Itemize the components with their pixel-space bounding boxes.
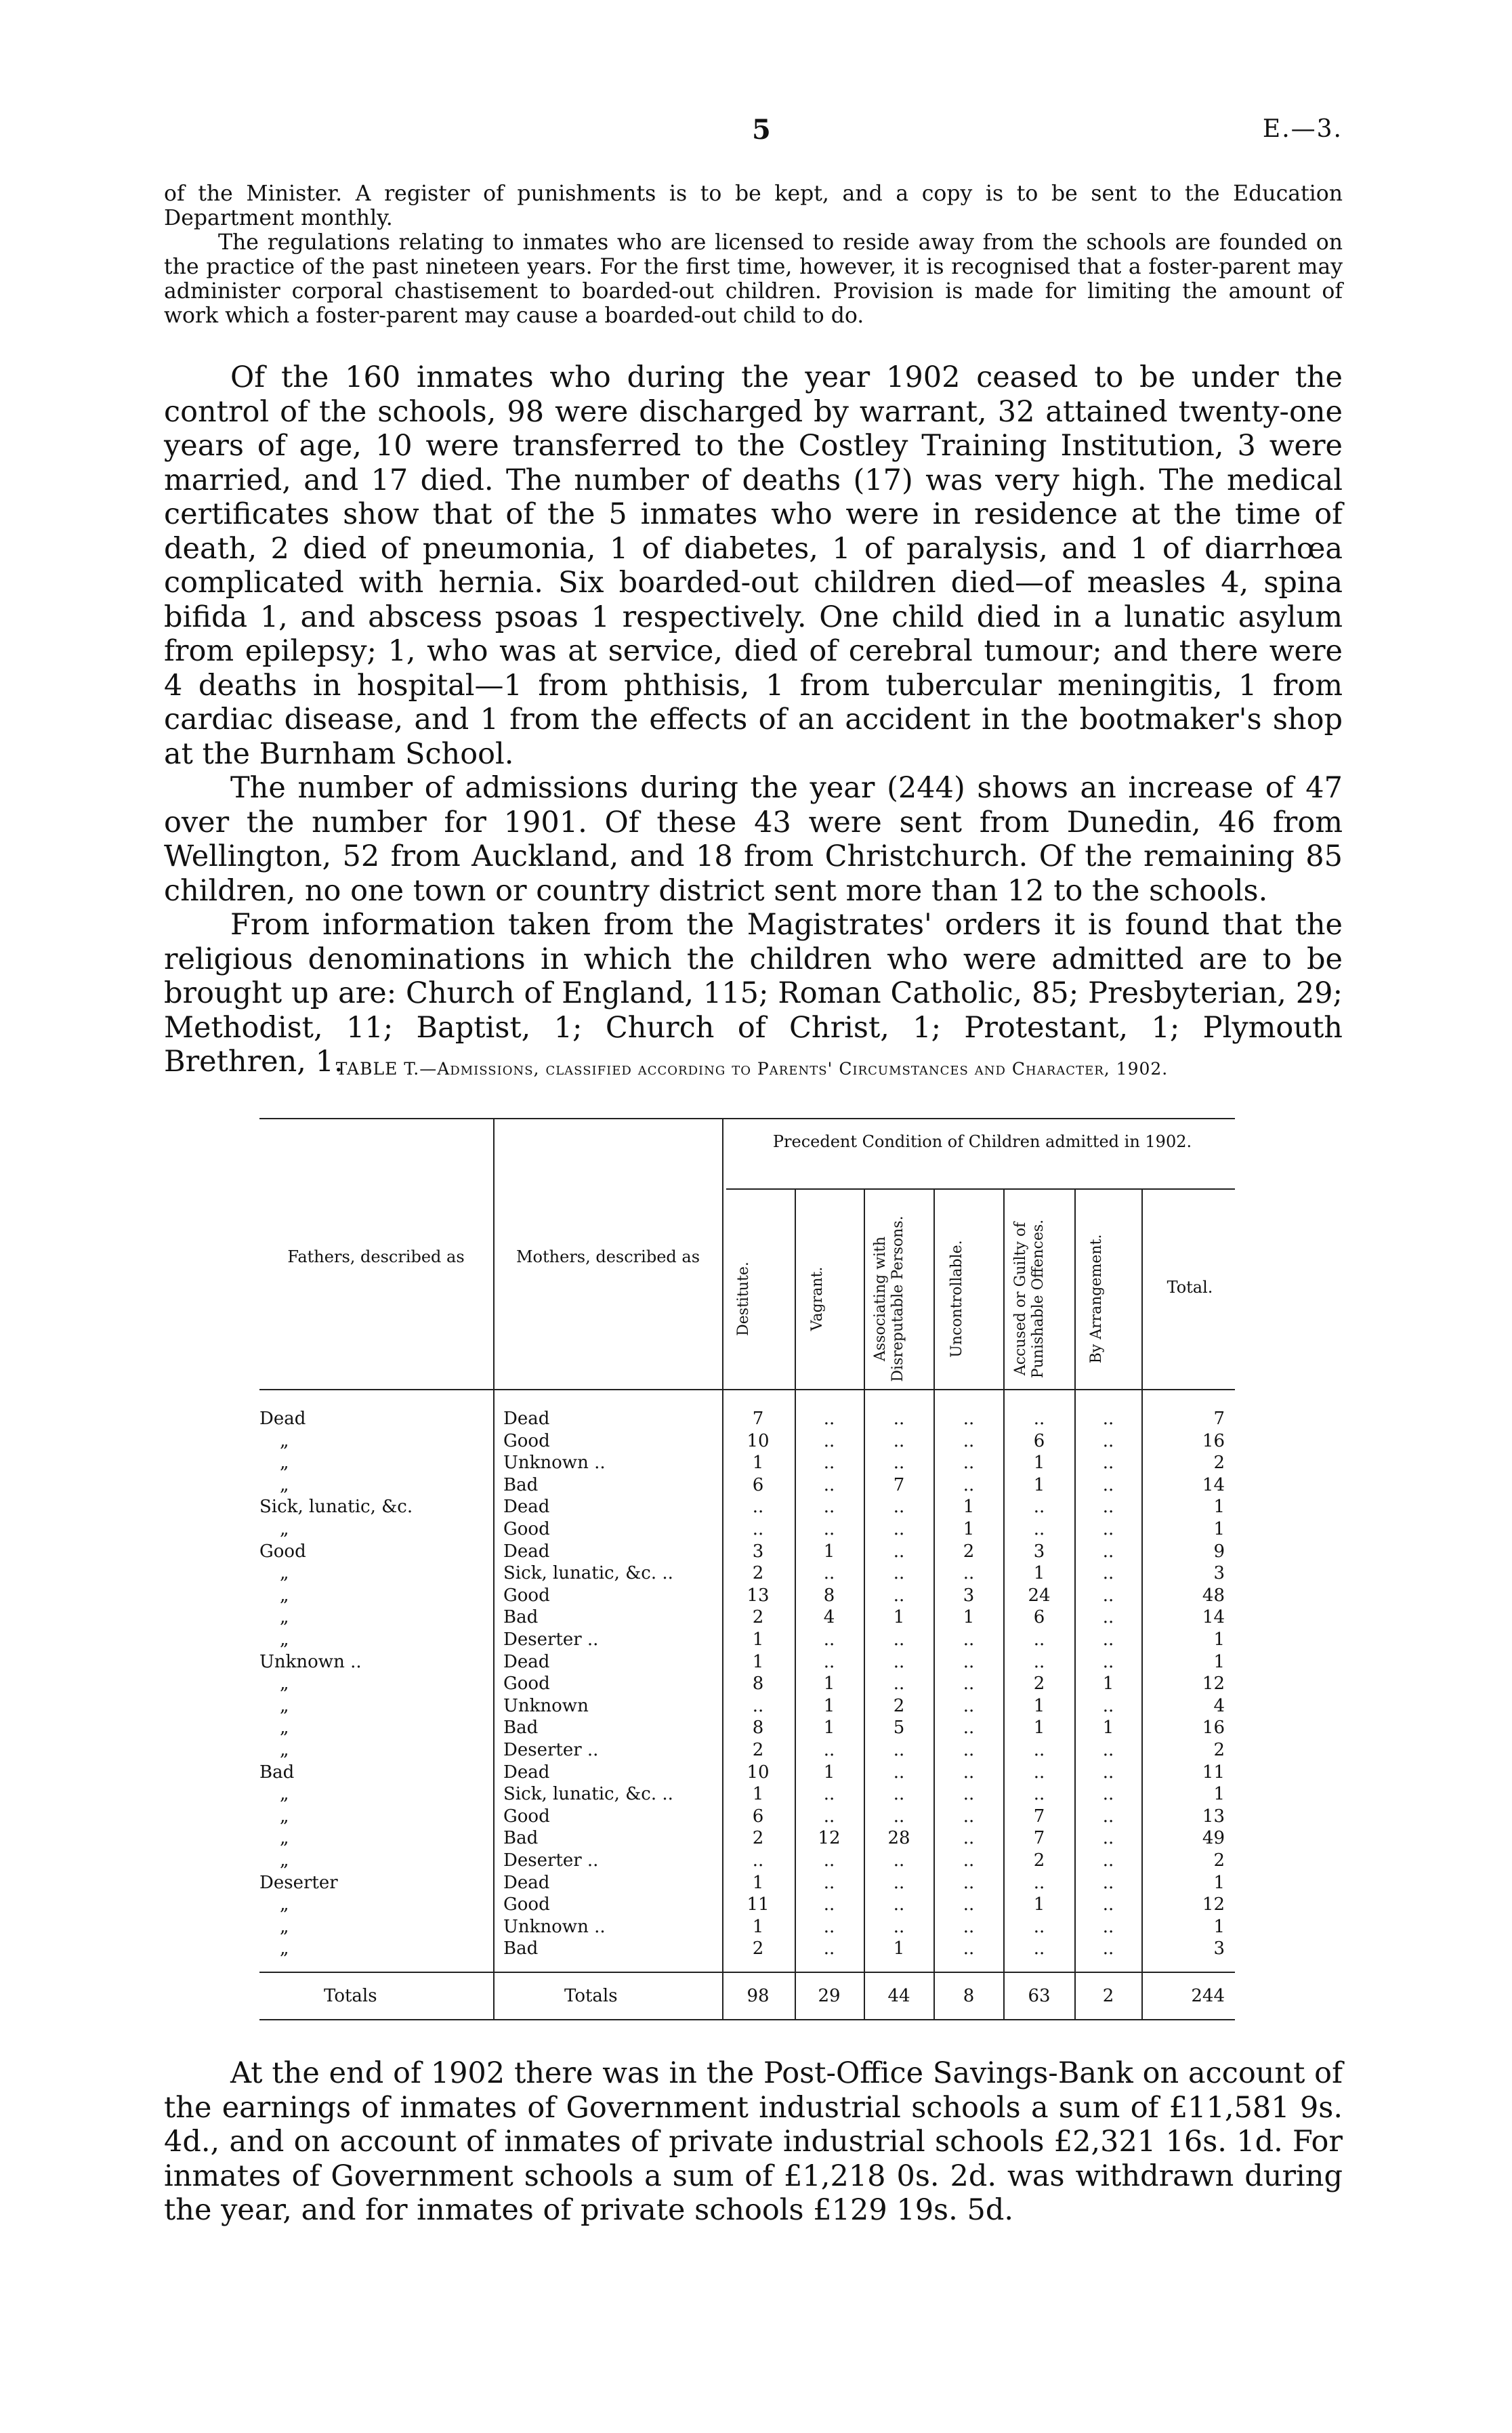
value-cell: 1: [1102, 1718, 1114, 1739]
value-cell: ..: [963, 1563, 975, 1584]
value-cell: 7: [893, 1474, 905, 1495]
value-cell: 1: [1213, 1651, 1225, 1672]
mother-cell: Good: [503, 1894, 550, 1915]
mother-cell: Deserter ..: [503, 1629, 599, 1650]
value-cell: ..: [823, 1563, 835, 1584]
value-cell: ..: [823, 1519, 835, 1539]
table-bottom-rule: [259, 2019, 1235, 2020]
father-cell: „: [280, 1718, 289, 1739]
table-row: [259, 1783, 1235, 1805]
value-cell: ..: [963, 1409, 975, 1429]
value-cell: 1: [823, 1673, 835, 1694]
regulations-text: [164, 182, 1343, 328]
value-cell: 1: [1033, 1563, 1045, 1584]
table-caption: [285, 1058, 1219, 1080]
value-cell: ..: [963, 1850, 975, 1871]
value-cell: ..: [893, 1762, 905, 1783]
value-cell: 2: [1213, 1740, 1225, 1760]
value-cell: ..: [823, 1938, 835, 1959]
value-cell: ..: [752, 1695, 764, 1716]
father-cell: „: [280, 1916, 289, 1937]
page-number: 5: [752, 114, 771, 146]
value-cell: ..: [893, 1651, 905, 1672]
table-row: [259, 1695, 1235, 1717]
value-cell: ..: [1033, 1916, 1045, 1937]
mother-cell: Dead: [503, 1497, 550, 1518]
value-cell: 13: [1202, 1806, 1225, 1827]
header-fathers: Fathers, described as: [287, 1247, 465, 1266]
value-cell: 2: [963, 1541, 975, 1562]
value-cell: ..: [893, 1409, 905, 1429]
value-cell: ..: [1033, 1629, 1045, 1650]
mother-cell: Dead: [503, 1762, 550, 1783]
value-cell: ..: [1102, 1872, 1114, 1893]
value-cell: 1: [752, 1629, 764, 1650]
mother-cell: Sick, lunatic, &c. ..: [503, 1784, 673, 1805]
value-cell: 63: [1028, 1986, 1051, 2006]
header-precedent-condition: Precedent Condition of Children admitted in 1902.: [772, 1132, 1192, 1151]
value-cell: 2: [752, 1607, 764, 1628]
value-cell: ..: [893, 1894, 905, 1915]
value-cell: 44: [887, 1986, 910, 2006]
value-cell: 6: [752, 1474, 764, 1495]
value-cell: ..: [823, 1629, 835, 1650]
value-cell: 49: [1202, 1828, 1225, 1849]
value-cell: ..: [893, 1740, 905, 1760]
value-cell: 8: [963, 1986, 975, 2006]
value-cell: ..: [963, 1629, 975, 1650]
value-cell: ..: [823, 1430, 835, 1451]
mother-cell: Bad: [503, 1828, 539, 1849]
value-cell: ..: [823, 1894, 835, 1915]
value-cell: ..: [963, 1806, 975, 1827]
value-cell: 2: [1213, 1453, 1225, 1474]
small-paragraph: The regulations relating to inmates who are licensed to reside away from the schools are founded on the practice of the past nineteen years. For the first time, however, it is recognised that a foster-parent may administer corporal chastisement to boarded-out children. Provision is made for limiting the amount of work which a foster-parent may cause a boarded-out child to do.: [164, 230, 1343, 328]
value-cell: 1: [1033, 1894, 1045, 1915]
value-cell: ..: [893, 1872, 905, 1893]
value-cell: 2: [752, 1938, 764, 1959]
value-cell: ..: [1102, 1850, 1114, 1871]
father-cell: „: [280, 1474, 289, 1495]
mother-cell: Dead: [503, 1409, 550, 1429]
value-cell: ..: [1033, 1497, 1045, 1518]
value-cell: 12: [1202, 1673, 1225, 1694]
value-cell: 2: [752, 1563, 764, 1584]
value-cell: ..: [1033, 1519, 1045, 1539]
closing-text: [164, 2056, 1343, 2228]
value-cell: 10: [747, 1762, 770, 1783]
table-caption-prefix: TABLE T.—: [335, 1059, 438, 1079]
value-cell: ..: [1102, 1409, 1114, 1429]
father-cell: „: [280, 1894, 289, 1915]
value-cell: 10: [747, 1430, 770, 1451]
mother-cell: Unknown ..: [503, 1916, 606, 1937]
value-cell: 2: [1102, 1986, 1114, 2006]
father-cell: Sick, lunatic, &c.: [259, 1497, 413, 1518]
table-row: [259, 1430, 1235, 1452]
value-cell: ..: [893, 1629, 905, 1650]
value-cell: ..: [963, 1673, 975, 1694]
value-cell: 4: [823, 1607, 835, 1628]
value-cell: 9: [1213, 1541, 1225, 1562]
value-cell: ..: [1033, 1409, 1045, 1429]
value-cell: ..: [823, 1651, 835, 1672]
father-cell: Unknown ..: [259, 1651, 362, 1672]
value-cell: ..: [963, 1430, 975, 1451]
mother-cell: Good: [503, 1585, 550, 1606]
table-caption-title: Admissions, classified according to Parents' Circumstances and Character, 1902.: [437, 1059, 1169, 1079]
value-cell: ..: [1033, 1740, 1045, 1760]
col-total: Total.: [1167, 1278, 1213, 1297]
value-cell: ..: [893, 1673, 905, 1694]
mother-cell: Bad: [503, 1474, 539, 1495]
mother-cell: Bad: [503, 1938, 539, 1959]
value-cell: 3: [1213, 1938, 1225, 1959]
value-cell: 6: [1033, 1607, 1045, 1628]
value-cell: 29: [818, 1986, 841, 2006]
small-paragraph: of the Minister. A register of punishments is to be kept, and a copy is to be sent to the Education Department monthly.: [164, 182, 1343, 230]
table-row: [259, 1562, 1235, 1584]
value-cell: ..: [1102, 1894, 1114, 1915]
father-cell: „: [280, 1430, 289, 1451]
value-cell: 1: [893, 1938, 905, 1959]
value-cell: ..: [1102, 1519, 1114, 1539]
value-cell: ..: [1033, 1784, 1045, 1805]
value-cell: 4: [1213, 1695, 1225, 1716]
value-cell: 14: [1202, 1607, 1225, 1628]
value-cell: 1: [1033, 1695, 1045, 1716]
value-cell: 3: [752, 1541, 764, 1562]
mother-cell: Dead: [503, 1651, 550, 1672]
main-text: [164, 360, 1343, 1079]
value-cell: 1: [963, 1497, 975, 1518]
value-cell: 1: [752, 1651, 764, 1672]
value-cell: 12: [818, 1828, 841, 1849]
table-row: [259, 1606, 1235, 1628]
value-cell: 1: [963, 1519, 975, 1539]
value-cell: ..: [963, 1651, 975, 1672]
value-cell: 98: [747, 1986, 770, 2006]
mother-cell: Unknown: [503, 1695, 589, 1716]
value-cell: ..: [963, 1762, 975, 1783]
value-cell: ..: [1102, 1430, 1114, 1451]
value-cell: ..: [752, 1850, 764, 1871]
header-mothers: Mothers, described as: [516, 1247, 700, 1266]
value-cell: 1: [1033, 1718, 1045, 1739]
father-cell: „: [280, 1453, 289, 1474]
value-cell: 1: [963, 1607, 975, 1628]
value-cell: ..: [823, 1740, 835, 1760]
value-cell: 3: [1213, 1563, 1225, 1584]
value-cell: 244: [1191, 1986, 1225, 2006]
table-row: [259, 1894, 1235, 1915]
value-cell: ..: [1102, 1938, 1114, 1959]
value-cell: 1: [752, 1453, 764, 1474]
value-cell: ..: [963, 1695, 975, 1716]
value-cell: 7: [1033, 1828, 1045, 1849]
paragraph: Of the 160 inmates who during the year 1902 ceased to be under the control of the schools, 98 were discharged by warrant, 32 attained twenty-one years of age, 10 were transferred to the Costley Training Institution, 3 were married, and 17 died. The number of deaths (17) was very high. The medical certificates show that of the 5 inmates who were in residence at the time of death, 2 died of pneumonia, 1 of diabetes, 1 of paralysis, and 1 of diarrhœa complicated with hernia. Six boarded-out children died—of measles 4, spina bifida 1, and abscess psoas 1 respectively. One child died in a lunatic asylum from epilepsy; 1, who was at service, died of cerebral tumour; and there were 4 deaths in hospital—1 from phthisis, 1 from tubercular meningitis, 1 from cardiac disease, and 1 from the effects of an accident in the bootmaker's shop at the Burnham School.: [164, 360, 1343, 771]
table-row: [259, 1806, 1235, 1827]
mother-cell: Sick, lunatic, &c. ..: [503, 1563, 673, 1584]
col-accused: Accused or Guilty of Punishable Offences.: [1012, 1219, 1047, 1379]
value-cell: ..: [1102, 1607, 1114, 1628]
value-cell: ..: [893, 1916, 905, 1937]
value-cell: 48: [1202, 1585, 1225, 1606]
father-cell: Good: [259, 1541, 306, 1562]
value-cell: 1: [752, 1872, 764, 1893]
value-cell: 13: [747, 1585, 770, 1606]
father-cell: Dead: [259, 1409, 306, 1429]
value-cell: ..: [893, 1541, 905, 1562]
value-cell: ..: [893, 1850, 905, 1871]
father-cell: „: [280, 1607, 289, 1628]
value-cell: ..: [1102, 1784, 1114, 1805]
father-cell: „: [280, 1828, 289, 1849]
value-cell: 12: [1202, 1894, 1225, 1915]
value-cell: 1: [1213, 1497, 1225, 1518]
value-cell: 1: [823, 1541, 835, 1562]
value-cell: 6: [752, 1806, 764, 1827]
value-cell: ..: [1102, 1497, 1114, 1518]
value-cell: 1: [823, 1718, 835, 1739]
value-cell: 1: [1033, 1453, 1045, 1474]
value-cell: 7: [1213, 1409, 1225, 1429]
value-cell: 2: [893, 1695, 905, 1716]
col-vagrant: Vagrant.: [809, 1266, 826, 1331]
father-cell: „: [280, 1563, 289, 1584]
value-cell: ..: [1033, 1651, 1045, 1672]
value-cell: 6: [1033, 1430, 1045, 1451]
mother-cell: Good: [503, 1673, 550, 1694]
father-cell: Bad: [259, 1762, 295, 1783]
value-cell: 1: [1213, 1872, 1225, 1893]
totals-row: [259, 1985, 1235, 2007]
value-cell: ..: [1102, 1762, 1114, 1783]
value-cell: 1: [823, 1762, 835, 1783]
mother-cell: Good: [503, 1806, 550, 1827]
mother-cell: Totals: [564, 1986, 618, 2006]
value-cell: ..: [963, 1938, 975, 1959]
value-cell: ..: [1102, 1828, 1114, 1849]
value-cell: 2: [1033, 1673, 1045, 1694]
col-uncontrollable: Uncontrollable.: [948, 1240, 965, 1358]
father-cell: „: [280, 1806, 289, 1827]
table-row: [259, 1673, 1235, 1694]
value-cell: ..: [893, 1519, 905, 1539]
col-associating: Associating with Disreputable Persons.: [872, 1215, 906, 1382]
mother-cell: Dead: [503, 1872, 550, 1893]
value-cell: 14: [1202, 1474, 1225, 1495]
value-cell: ..: [823, 1916, 835, 1937]
value-cell: ..: [1102, 1453, 1114, 1474]
value-cell: ..: [1102, 1629, 1114, 1650]
value-cell: 8: [752, 1718, 764, 1739]
table-row: [259, 1872, 1235, 1894]
value-cell: ..: [1102, 1651, 1114, 1672]
value-cell: ..: [963, 1828, 975, 1849]
value-cell: ..: [823, 1453, 835, 1474]
value-cell: ..: [1102, 1585, 1114, 1606]
value-cell: ..: [963, 1872, 975, 1893]
paragraph: From information taken from the Magistrates' orders it is found that the religious denominations in which the children who were admitted are to be brought up are: Church of England, 115; Roman Catholic, 85; Presbyterian, 29; Methodist, 11; Baptist, 1; Church of Christ, 1; Protestant, 1; Plymouth Brethren, 1.: [164, 908, 1343, 1079]
value-cell: ..: [1033, 1938, 1045, 1959]
value-cell: ..: [893, 1585, 905, 1606]
value-cell: 3: [1033, 1541, 1045, 1562]
value-cell: ..: [1033, 1872, 1045, 1893]
table-row: [259, 1474, 1235, 1496]
value-cell: ..: [963, 1784, 975, 1805]
value-cell: 8: [752, 1673, 764, 1694]
value-cell: ..: [1102, 1695, 1114, 1716]
document-code: E.—3.: [1262, 115, 1343, 143]
value-cell: ..: [893, 1806, 905, 1827]
value-cell: 28: [887, 1828, 910, 1849]
table-row: [259, 1916, 1235, 1938]
table-row: [259, 1938, 1235, 1959]
value-cell: ..: [823, 1474, 835, 1495]
table-row: [259, 1541, 1235, 1562]
table-row: [259, 1629, 1235, 1650]
table-row: [259, 1496, 1235, 1518]
mother-cell: Bad: [503, 1607, 539, 1628]
value-cell: ..: [1102, 1806, 1114, 1827]
value-cell: ..: [963, 1474, 975, 1495]
value-cell: 7: [1033, 1806, 1045, 1827]
group-header-rule: [726, 1188, 1235, 1190]
mother-cell: Good: [503, 1430, 550, 1451]
value-cell: ..: [963, 1916, 975, 1937]
value-cell: 2: [752, 1828, 764, 1849]
mother-cell: Deserter ..: [503, 1850, 599, 1871]
value-cell: ..: [823, 1850, 835, 1871]
mother-cell: Unknown ..: [503, 1453, 606, 1474]
value-cell: 2: [1033, 1850, 1045, 1871]
value-cell: 16: [1202, 1718, 1225, 1739]
father-cell: „: [280, 1673, 289, 1694]
value-cell: ..: [1102, 1740, 1114, 1760]
table-row: [259, 1827, 1235, 1849]
value-cell: ..: [893, 1784, 905, 1805]
father-cell: „: [280, 1740, 289, 1760]
table-row: [259, 1762, 1235, 1783]
paragraph: At the end of 1902 there was in the Post-Office Savings-Bank on account of the earnings of inmates of Government industrial schools a sum of £11,581 9s. 4d., and on account of inmates of private industrial schools £2,321 16s. 1d. For inmates of Government schools a sum of £1,218 0s. 2d. was withdrawn during the year, and for inmates of private schools £129 19s. 5d.: [164, 2056, 1343, 2227]
value-cell: 3: [963, 1585, 975, 1606]
father-cell: „: [280, 1695, 289, 1716]
value-cell: ..: [1102, 1541, 1114, 1562]
value-cell: ..: [823, 1806, 835, 1827]
table-row: [259, 1739, 1235, 1761]
value-cell: ..: [893, 1453, 905, 1474]
value-cell: 2: [752, 1740, 764, 1760]
value-cell: 1: [1213, 1916, 1225, 1937]
value-cell: 1: [893, 1607, 905, 1628]
value-cell: ..: [823, 1409, 835, 1429]
value-cell: 1: [1102, 1673, 1114, 1694]
father-cell: „: [280, 1585, 289, 1606]
value-cell: 24: [1028, 1585, 1051, 1606]
value-cell: 1: [752, 1784, 764, 1805]
value-cell: ..: [1102, 1916, 1114, 1937]
table-row: [259, 1651, 1235, 1673]
father-cell: „: [280, 1629, 289, 1650]
value-cell: ..: [963, 1718, 975, 1739]
table-top-rule: [259, 1118, 1235, 1119]
value-cell: ..: [1102, 1563, 1114, 1584]
value-cell: 8: [823, 1585, 835, 1606]
mother-cell: Dead: [503, 1541, 550, 1562]
value-cell: 1: [1213, 1519, 1225, 1539]
value-cell: ..: [893, 1430, 905, 1451]
value-cell: ..: [1102, 1474, 1114, 1495]
col-destitute: Destitute.: [735, 1262, 752, 1336]
value-cell: ..: [893, 1497, 905, 1518]
value-cell: 1: [1213, 1784, 1225, 1805]
value-cell: ..: [963, 1740, 975, 1760]
value-cell: 5: [893, 1718, 905, 1739]
value-cell: ..: [752, 1497, 764, 1518]
value-cell: ..: [963, 1453, 975, 1474]
value-cell: 1: [1213, 1629, 1225, 1650]
value-cell: 16: [1202, 1430, 1225, 1451]
value-cell: 11: [1202, 1762, 1225, 1783]
table-row: [259, 1452, 1235, 1474]
value-cell: ..: [963, 1894, 975, 1915]
value-cell: ..: [823, 1872, 835, 1893]
value-cell: 1: [1033, 1474, 1045, 1495]
value-cell: ..: [823, 1497, 835, 1518]
value-cell: ..: [752, 1519, 764, 1539]
value-cell: 2: [1213, 1850, 1225, 1871]
father-cell: „: [280, 1938, 289, 1959]
mother-cell: Good: [503, 1519, 550, 1539]
table-row: [259, 1408, 1235, 1430]
table-row: [259, 1585, 1235, 1606]
father-cell: Deserter: [259, 1872, 338, 1893]
table-row: [259, 1518, 1235, 1540]
value-cell: ..: [893, 1563, 905, 1584]
table-row: [259, 1717, 1235, 1739]
table-row: [259, 1850, 1235, 1871]
father-cell: „: [280, 1850, 289, 1871]
father-cell: Totals: [324, 1986, 377, 2006]
value-cell: ..: [1033, 1762, 1045, 1783]
value-cell: 7: [752, 1409, 764, 1429]
value-cell: 11: [747, 1894, 770, 1915]
totals-top-rule: [259, 1972, 1235, 1973]
value-cell: 1: [752, 1916, 764, 1937]
father-cell: „: [280, 1519, 289, 1539]
value-cell: ..: [823, 1784, 835, 1805]
mother-cell: Deserter ..: [503, 1740, 599, 1760]
col-by-arrangement: By Arrangement.: [1088, 1234, 1105, 1364]
value-cell: 1: [823, 1695, 835, 1716]
paragraph: The number of admissions during the year (244) shows an increase of 47 over the number for 1901. Of these 43 were sent from Dunedin, 46 from Wellington, 52 from Auckland, and 18 from Christchurch. Of the remaining 85 children, no one town or country district sent more than 12 to the schools.: [164, 771, 1343, 908]
father-cell: „: [280, 1784, 289, 1805]
mother-cell: Bad: [503, 1718, 539, 1739]
